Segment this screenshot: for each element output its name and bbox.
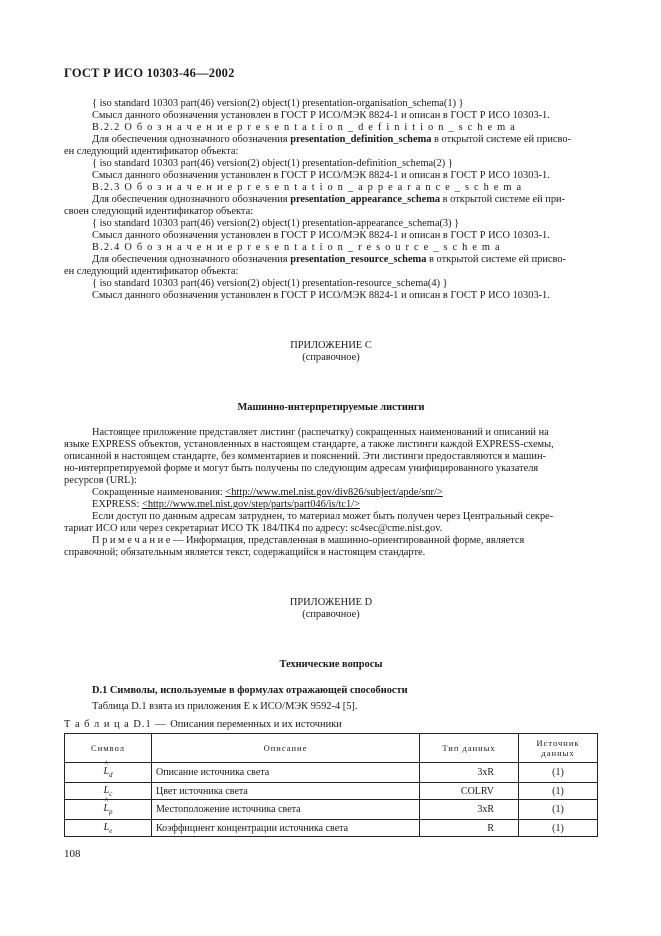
datatype-cell: 3xR: [420, 800, 519, 820]
table-row: [65, 763, 598, 783]
paragraph-line: Смысл данного обозначения установлен в ГОСТ Р ИСО/МЭК 8824-1 и описан в ГОСТ Р ИСО 10303-1.: [92, 230, 550, 241]
description-cell: Описание источника света: [152, 763, 420, 783]
table-caption: Т а б л и ц а D.1 — Описания переменных и их источники: [64, 719, 342, 730]
symbol-cell: ^ $L_d$: [65, 763, 152, 783]
variables-table: [64, 733, 598, 837]
paragraph-line: описанной в настоящем стандарте, без комментариев и пояснений. Эти листинги предоставляются в машин-: [64, 451, 546, 462]
paragraph-line: Для обеспечения однозначного обозначения presentation_definition_schema в открытой системе ей присво-: [92, 134, 572, 145]
object-id-appearance: { iso standard 10303 part(46) version(2) object(1) presentation-appearance_schema(3) }: [92, 218, 460, 229]
table-row: [65, 820, 598, 837]
appendix-c-heading: Машинно-интерпретируемые листинги: [237, 402, 425, 413]
appendix-c-subtitle: (справочное): [302, 352, 360, 363]
datatype-cell: COLRV: [420, 783, 519, 800]
section-d1-heading: D.1 Символы, используемые в формулах отражающей способности: [92, 685, 408, 696]
datatype-cell: 3xR: [420, 763, 519, 783]
paragraph-line: но-интерпретируемой форме и могут быть получены по следующим адресам унифицированного указателя: [64, 463, 539, 474]
paragraph-line: своен следующий идентификатор объекта:: [64, 206, 254, 217]
section-b22-heading: В.2.2 О б о з н а ч е н и е p r e s e n t a t i o n _ d e f i n i t i o n _ s c h e m a: [92, 122, 516, 133]
paragraph-line: ресурсов (URL):: [64, 475, 137, 486]
col-symbol: Символ: [65, 734, 152, 763]
short-names-url-link[interactable]: <http://www.mel.nist.gov/div826/subject/apde/snr/>: [225, 487, 443, 498]
paragraph-line: Для обеспечения однозначного обозначения presentation_resource_schema в открытой системе ей присво-: [92, 254, 566, 265]
paragraph-line: Настоящее приложение представляет листинг (распечатку) сокращенных наименований и описаний на: [92, 427, 549, 438]
note-line: П р и м е ч а н и е — Информация, представленная в машинно-ориентированной форме, является: [92, 535, 525, 546]
col-description: Описание: [152, 734, 420, 763]
paragraph-line: Смысл данного обозначения установлен в ГОСТ Р ИСО/МЭК 8824-1 и описан в ГОСТ Р ИСО 10303-1.: [92, 110, 550, 121]
short-names-line: Сокращенные наименования: <http://www.mel.nist.gov/div826/subject/apde/snr/>: [92, 487, 443, 498]
appendix-d-subtitle: (справочное): [302, 609, 360, 620]
section-b23-heading: В.2.3 О б о з н а ч е н и е p r e s e n t a t i o n _ a p p e a r a n c e _ s c h e m a: [92, 182, 523, 193]
source-cell: (1): [519, 820, 598, 837]
paragraph-line: Если доступ по данным адресам затруднен, то материал может быть получен через Центральный секре-: [92, 511, 554, 522]
source-cell: (1): [519, 783, 598, 800]
object-id-resource: { iso standard 10303 part(46) version(2) object(1) presentation-resource_schema(4) }: [92, 278, 448, 289]
table-row: [65, 800, 598, 820]
source-cell: (1): [519, 763, 598, 783]
description-cell: Местоположение источника света: [152, 800, 420, 820]
source-cell: (1): [519, 800, 598, 820]
paragraph-line: ен следующий идентификатор объекта:: [64, 146, 239, 157]
object-id-definition: { iso standard 10303 part(46) version(2) object(1) presentation-definition_schema(2) }: [92, 158, 453, 169]
appendix-c-title: ПРИЛОЖЕНИЕ С: [290, 340, 372, 351]
page-number: 108: [64, 848, 81, 860]
note-line: справочной; обязательным является текст, содержащийся в настоящем стандарте.: [64, 547, 426, 558]
paragraph-line: тариат ИСО или через секретариат ИСО ТК 184/ПК4 по адресу: sc4sec@cme.nist.gov.: [64, 523, 443, 534]
express-url-link[interactable]: <http://www.mel.nist.gov/step/parts/part046/is/tc1/>: [141, 499, 360, 510]
paragraph-line: Смысл данного обозначения установлен в ГОСТ Р ИСО/МЭК 8824-1 и описан в ГОСТ Р ИСО 10303-1.: [92, 290, 550, 301]
col-source: Источник данных: [519, 734, 598, 763]
symbol-cell: $L_c$: [65, 783, 152, 800]
description-cell: Коэффициент концентрации источника света: [152, 820, 420, 837]
paragraph-line: ен следующий идентификатор объекта:: [64, 266, 239, 277]
appendix-d-heading: Технические вопросы: [279, 659, 383, 670]
object-id-organisation: { iso standard 10303 part(46) version(2) object(1) presentation-organisation_schema(1) }: [92, 98, 464, 109]
symbol-cell: $L_e$: [65, 820, 152, 837]
paragraph-line: Смысл данного обозначения установлен в ГОСТ Р ИСО/МЭК 8824-1 и описан в ГОСТ Р ИСО 10303-1.: [92, 170, 550, 181]
paragraph-line: языке EXPRESS объектов, установленных в настоящем стандарте, а также листинги каждой EXPRESS-схемы,: [64, 439, 554, 450]
express-line: EXPRESS: <http://www.mel.nist.gov/step/parts/part046/is/tc1/>: [92, 499, 360, 510]
table-row: [65, 783, 598, 800]
section-b24-heading: В.2.4 О б о з н а ч е н и е p r e s e n t a t i o n _ r e s o u r c e _ s c h e m a: [92, 242, 501, 253]
appendix-d-title: ПРИЛОЖЕНИЕ D: [289, 597, 373, 608]
datatype-cell: R: [420, 820, 519, 837]
page-header: ГОСТ Р ИСО 10303-46—2002: [64, 66, 235, 80]
symbol-cell: ^ $L_p$: [65, 800, 152, 820]
col-datatype: Тип данных: [420, 734, 519, 763]
description-cell: Цвет источника света: [152, 783, 420, 800]
table-intro: Таблица D.1 взята из приложения Е к ИСО/МЭК 9592-4 [5].: [92, 701, 358, 712]
paragraph-line: Для обеспечения однозначного обозначения presentation_appearance_schema в открытой системе ей при-: [92, 194, 566, 205]
table-header-row: [65, 734, 598, 763]
